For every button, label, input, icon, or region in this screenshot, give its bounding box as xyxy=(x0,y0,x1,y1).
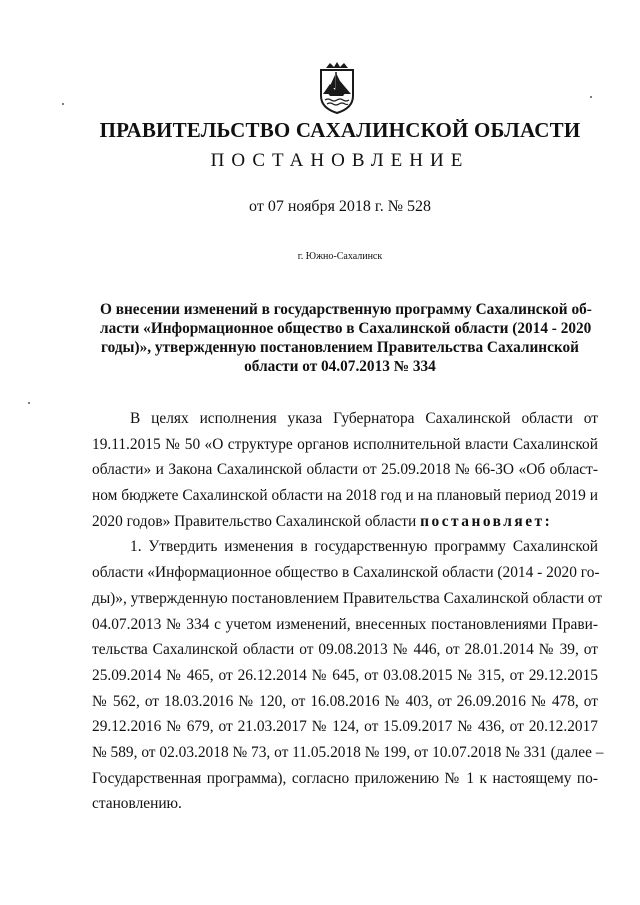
subject-line: О внесении изменений в государственную программу Сахалинской об- xyxy=(100,301,592,318)
body-line: становлению. xyxy=(92,795,182,813)
body-line: области» и Закона Сахалинской области от 25.09.2018 № 66-ЗО «Об област- xyxy=(92,461,598,479)
body-line: 29.12.2016 № 679, от 21.03.2017 № 124, от 15.09.2017 № 436, от 20.12.2017 xyxy=(92,718,598,736)
document-date-number: от 07 ноября 2018 г. № 528 xyxy=(249,198,431,215)
document-body xyxy=(92,406,604,817)
resolves-word: постановляет: xyxy=(420,512,553,530)
body-line: № 562, от 18.03.2016 № 120, от 16.08.2016 № 403, от 26.09.2016 № 478, от xyxy=(92,692,598,710)
body-line: ды)», утвержденную постановлением Правительства Сахалинской области от xyxy=(92,589,603,607)
document-city: г. Южно-Сахалинск xyxy=(297,251,383,262)
government-title: ПРАВИТЕЛЬСТВО САХАЛИНСКОЙ ОБЛАСТИ xyxy=(99,118,581,142)
scan-speck xyxy=(590,96,592,98)
body-line: 1. Утвердить изменения в государственную программу Сахалинской xyxy=(130,538,598,556)
body-line: 19.11.2015 № 50 «О структуре органов исполнительной власти Сахалинской xyxy=(92,435,598,453)
subject-line: годы)», утвержденную постановлением Правительства Сахалинской xyxy=(101,339,579,356)
body-line: В целях исполнения указа Губернатора Сахалинской области от xyxy=(130,410,598,427)
document-type: ПОСТАНОВЛЕНИЕ xyxy=(210,150,470,171)
body-line: 25.09.2014 № 465, от 26.12.2014 № 645, от 03.08.2015 № 315, от 29.12.2015 xyxy=(92,666,598,684)
document-subject xyxy=(100,300,592,376)
subject-line: ласти «Информационное общество в Сахалинской области (2014 - 2020 xyxy=(100,320,592,337)
scan-speck xyxy=(62,103,64,105)
body-line: № 589, от 02.03.2018 № 73, от 11.05.2018 № 199, от 10.07.2018 № 331 (далее – xyxy=(92,743,604,761)
body-line: ном бюджете Сахалинской области на 2018 год и на плановый период 2019 и xyxy=(92,487,598,505)
subject-line: области от 04.07.2013 № 334 xyxy=(244,358,436,375)
body-line: тельства Сахалинской области от 09.08.2013 № 446, от 28.01.2014 № 39, от xyxy=(92,641,598,659)
body-line-text: 2020 годов» Правительство Сахалинской области xyxy=(92,512,421,530)
body-line xyxy=(92,509,598,535)
body-line: 04.07.2013 № 334 с учетом изменений, внесенных постановлениями Прави- xyxy=(92,615,598,633)
body-line: Государственная программа), согласно приложению № 1 к настоящему по- xyxy=(92,769,598,787)
scan-speck xyxy=(28,402,30,404)
body-line: области «Информационное общество в Сахалинской области (2014 - 2020 го- xyxy=(92,564,600,582)
sakhalin-coat-of-arms-icon xyxy=(318,62,356,114)
